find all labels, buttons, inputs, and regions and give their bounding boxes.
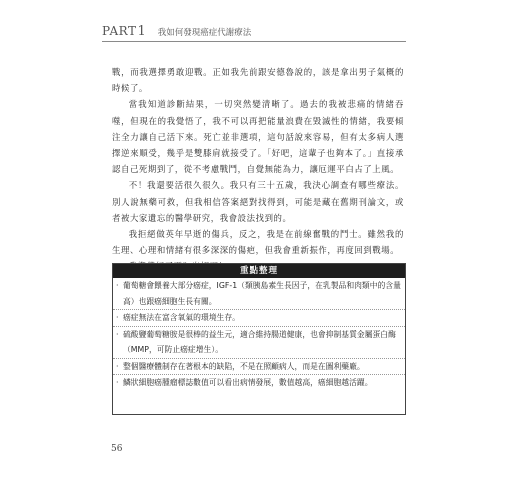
header-divider — [102, 41, 406, 42]
bullet: · — [116, 378, 119, 387]
summary-item — [113, 359, 405, 376]
summary-item-text: 硫酸鹽葡萄糖胺是很棒的益生元，適合維持腸道健康，也會抑制基質金屬蛋白酶（MMP，可防止癌症增生）。 — [123, 329, 396, 354]
summary-item-text: 鱗狀細胞癌腫瘤標誌數值可以看出病情發展，數值越高，癌細胞越活躍。 — [123, 378, 373, 387]
paragraph: 當我知道診斷結果，一切突然變清晰了。過去的我被悲痛的情緒吞噬，但現在的我覺悟了，我不可以再把能量浪費在毀滅性的情緒，我要傾注全力讓自己活下來。死亡並非選項，這句話說來容易，但有太多病人選擇逆來順受，幾乎是雙膝肩就接受了。「好吧，這輩子也夠本了。」直接承認自己死期到了，從不考慮戰鬥，自覺無能為力，讓厄運平白占了上風。 — [112, 99, 404, 175]
summary-item — [113, 278, 405, 310]
summary-item — [113, 375, 405, 391]
paragraph: 我拒絕做英年早逝的傷兵，反之，我是在前線奮戰的鬥士。雖然我的生理、心理和情緒有很多深深的傷疤，但我會重新振作，再度回到戰場。 — [112, 229, 404, 256]
paragraph: 不！我還要活很久很久。我只有三十五歲，我決心調查有哪些療法。別人說無藥可救，但我相信答案絕對找得到，可能是藏在舊期刊論文，或者被大家遺忘的醫學研究，我會設法找到的。 — [112, 180, 404, 223]
summary-item-text: 整個醫療體制存在著根本的缺陷，不是在照顧病人，而是在圖利藥廠。 — [123, 361, 365, 371]
summary-box — [112, 263, 406, 415]
summary-box-title: 重點整理 — [113, 264, 405, 278]
summary-item-text: 葡萄糖會餵養大部分癌症，IGF-1（類胰島素生長因子，在乳製品和肉類中的含量高）也跟癌細胞生長有關。 — [123, 281, 401, 306]
bullet: · — [116, 361, 119, 371]
part-number: 1 — [137, 24, 146, 39]
paragraph: 戰，而我選擇勇敢迎戰。正如我先前跟安德魯說的，該是拿出男子氣概的時候了。 — [112, 67, 404, 94]
chapter-title: 我如何發現癌症代謝療法 — [157, 28, 252, 38]
body-text — [112, 64, 404, 275]
bullet: · — [116, 329, 119, 339]
running-header — [102, 24, 251, 39]
part-label: PART — [102, 24, 137, 38]
summary-item — [113, 327, 405, 359]
summary-list — [113, 278, 405, 391]
summary-item-text: 癌症無法在富含氧氣的環境生存。 — [123, 313, 240, 322]
page-number: 56 — [111, 444, 123, 454]
bullet: · — [116, 313, 119, 322]
bullet: · — [116, 281, 119, 290]
summary-item — [113, 310, 405, 327]
